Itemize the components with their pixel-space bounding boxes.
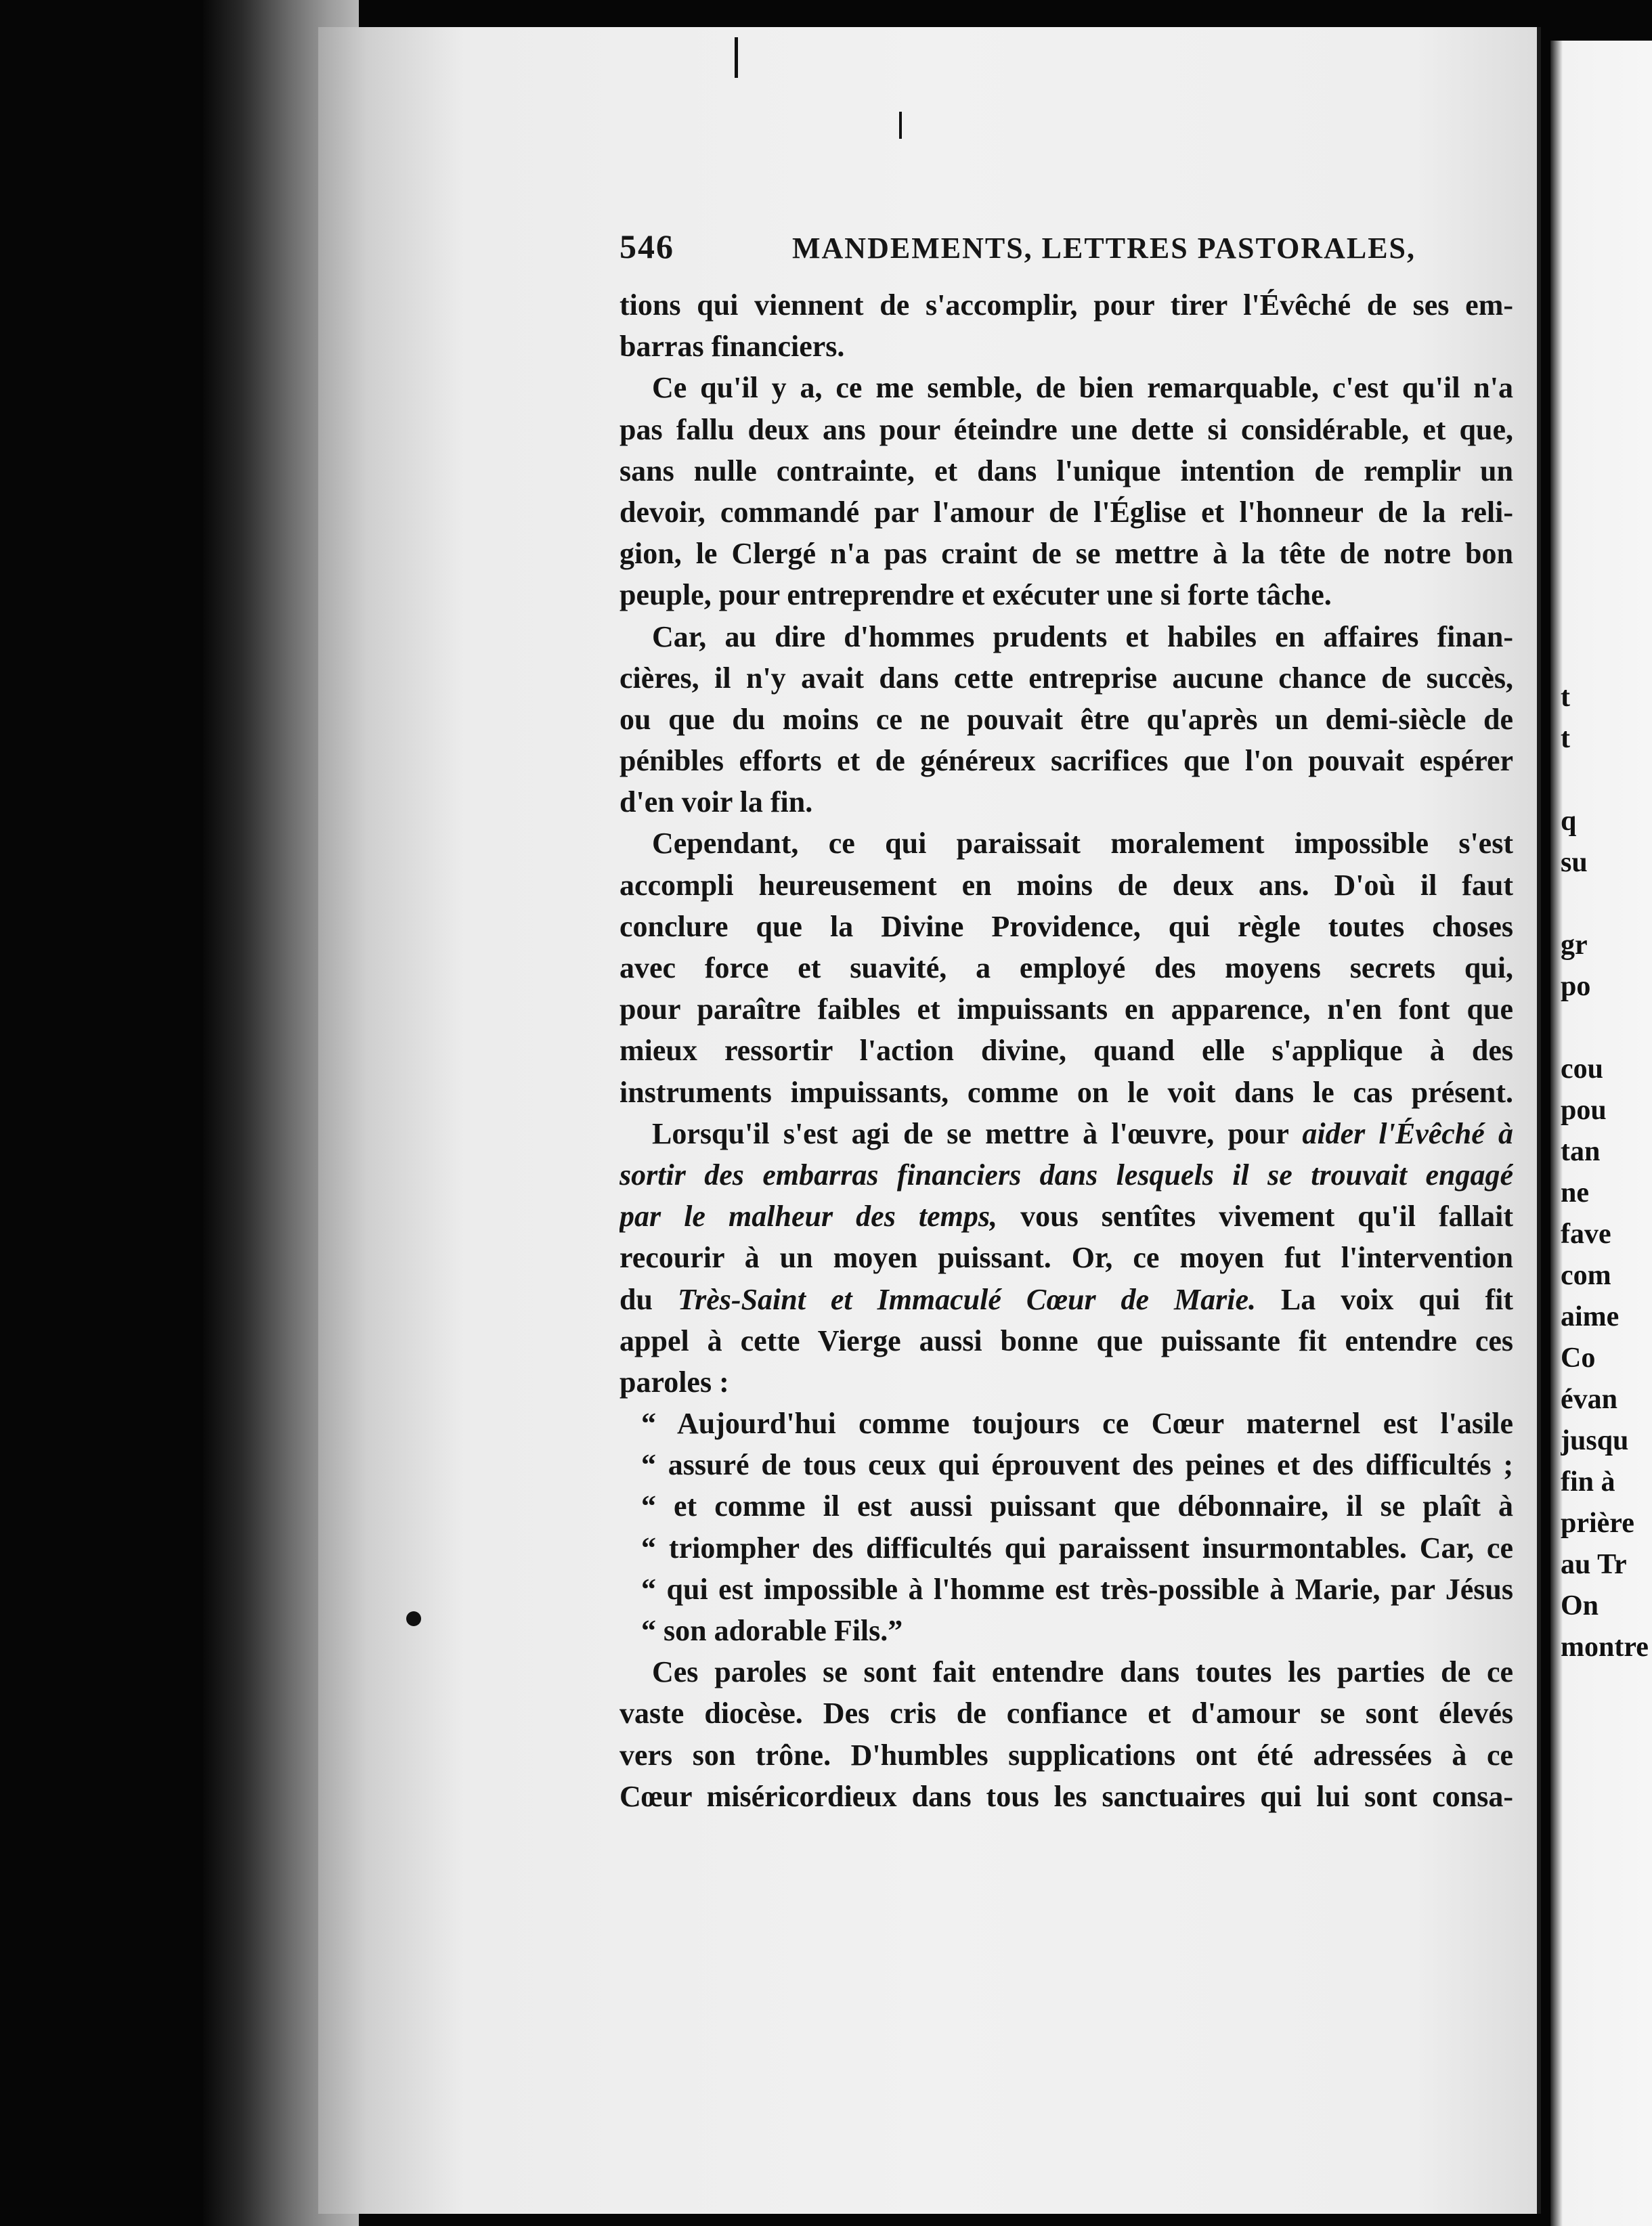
text-segment: du bbox=[620, 1282, 678, 1316]
text-line: instruments impuissants, comme on le voit dans le cas présent. bbox=[620, 1075, 1513, 1109]
margin-fragment: aime bbox=[1561, 1301, 1620, 1332]
quote-line: “ triompher des difficultés qui paraissent insurmontables. Car, ce bbox=[641, 1531, 1513, 1565]
margin-fragment: pou bbox=[1561, 1095, 1607, 1126]
margin-fragment: po bbox=[1561, 971, 1591, 1002]
text-line: Cœur miséricordieux dans tous les sanctuaires qui lui sont consa- bbox=[620, 1779, 1513, 1813]
adjacent-page-fragments bbox=[1561, 677, 1652, 1668]
margin-fragment: gr bbox=[1561, 930, 1588, 961]
quote-line: “ Aujourd'hui comme toujours ce Cœur maternel est l'asile bbox=[641, 1407, 1513, 1441]
margin-fragment: au Tr bbox=[1561, 1549, 1627, 1580]
paragraphs-opening bbox=[620, 284, 1513, 1113]
text-line: ou que du moins ce ne pouvait être qu'après un demi-siècle de bbox=[620, 702, 1513, 736]
quotation-block bbox=[620, 1403, 1513, 1651]
quote-line: “ assuré de tous ceux qui éprouvent des peines et des difficultés ; bbox=[641, 1448, 1513, 1482]
margin-fragment: fin à bbox=[1561, 1466, 1615, 1498]
quote-line: “ son adorable Fils.” bbox=[641, 1614, 903, 1647]
text-line: peuple, pour entreprendre et exécuter une si forte tâche. bbox=[620, 578, 1332, 612]
italic-segment: aider l'Évêché à bbox=[1302, 1116, 1513, 1150]
text-line: avec force et suavité, a employé des moyens secrets qui, bbox=[620, 951, 1513, 984]
text-segment: Lorsqu'il s'est agi de se mettre à l'œuvre, pour bbox=[652, 1116, 1303, 1150]
text-line: appel à cette Vierge aussi bonne que puissante fit entendre ces bbox=[620, 1324, 1513, 1357]
page-number: 546 bbox=[620, 227, 674, 265]
running-head bbox=[620, 227, 1513, 267]
text-line bbox=[620, 1154, 1513, 1196]
margin-fragment: prière bbox=[1561, 1508, 1634, 1539]
quote-line: “ qui est impossible à l'homme est très-possible à Marie, par Jésus bbox=[641, 1572, 1513, 1606]
margin-fragment bbox=[1561, 883, 1652, 925]
margin-fragment: Co bbox=[1561, 1343, 1596, 1374]
quote-line: “ et comme il est aussi puissant que débonnaire, il se plaît à bbox=[641, 1489, 1513, 1523]
text-segment: La voix qui fit bbox=[1255, 1282, 1513, 1316]
text-line: devoir, commandé par l'amour de l'Église et l'honneur de la reli- bbox=[620, 495, 1513, 529]
text-line: Ces paroles se sont fait entendre dans toutes les parties de ce bbox=[652, 1655, 1513, 1689]
text-line: accompli heureusement en moins de deux ans. D'où il faut bbox=[620, 868, 1513, 902]
text-line: recourir à un moyen puissant. Or, ce moyen fut l'intervention bbox=[620, 1241, 1513, 1275]
text-segment: vous sentîtes vivement qu'il fallait bbox=[997, 1200, 1513, 1234]
text-line: mieux ressortir l'action divine, quand elle s'applique à des bbox=[620, 1034, 1513, 1068]
text-line: vers son trône. D'humbles supplications ont été adressées à ce bbox=[620, 1738, 1513, 1772]
margin-fragment: fave bbox=[1561, 1219, 1611, 1250]
text-line: barras financiers. bbox=[620, 330, 845, 364]
text-line bbox=[620, 1196, 1513, 1237]
text-line: pénibles efforts et de généreux sacrifices que l'on pouvait espérer bbox=[620, 744, 1513, 778]
text-line: conclure que la Divine Providence, qui règle toutes choses bbox=[620, 909, 1513, 943]
text-line: paroles : bbox=[620, 1365, 729, 1399]
margin-fragment: montre bbox=[1561, 1632, 1649, 1663]
ink-spot bbox=[406, 1611, 421, 1626]
scan-mark bbox=[735, 37, 738, 78]
margin-fragment: On bbox=[1561, 1590, 1599, 1621]
italic-segment: par le malheur des temps, bbox=[620, 1200, 998, 1234]
margin-fragment: su bbox=[1561, 847, 1588, 878]
scan-mark bbox=[899, 112, 902, 139]
text-line: pas fallu deux ans pour éteindre une dette si considérable, et que, bbox=[620, 412, 1513, 446]
body-text bbox=[620, 284, 1513, 1817]
text-line bbox=[620, 1279, 1513, 1320]
margin-fragment: q bbox=[1561, 806, 1577, 837]
margin-fragment bbox=[1561, 1007, 1652, 1049]
margin-fragment: tan bbox=[1561, 1136, 1601, 1167]
italic-segment: Très-Saint et Immaculé Cœur de Marie. bbox=[677, 1282, 1256, 1316]
text-line: pour paraître faibles et impuissants en apparence, n'en font que bbox=[620, 992, 1513, 1026]
text-line bbox=[620, 1113, 1513, 1154]
running-head-title: MANDEMENTS, LETTRES PASTORALES, bbox=[792, 232, 1416, 265]
text-line: d'en voir la fin. bbox=[620, 785, 813, 819]
margin-fragment: ne bbox=[1561, 1177, 1589, 1208]
text-line: vaste diocèse. Des cris de confiance et d'amour se sont élevés bbox=[620, 1697, 1513, 1730]
margin-fragment: évan bbox=[1561, 1384, 1617, 1415]
margin-fragment bbox=[1561, 760, 1652, 801]
margin-fragment: t bbox=[1561, 682, 1570, 713]
margin-fragment: com bbox=[1561, 1260, 1611, 1291]
text-line: Cependant, ce qui paraissait moralement impossible s'est bbox=[652, 827, 1513, 860]
margin-fragment: jusqu bbox=[1561, 1425, 1629, 1456]
text-line: gion, le Clergé n'a pas craint de se mettre à la tête de notre bon bbox=[620, 537, 1513, 571]
text-line: cières, il n'y avait dans cette entreprise aucune chance de succès, bbox=[620, 661, 1513, 695]
margin-fragment: cou bbox=[1561, 1053, 1603, 1085]
text-line: tions qui viennent de s'accomplir, pour tirer l'Évêché de ses em- bbox=[620, 288, 1513, 322]
paragraph-closing bbox=[620, 1651, 1513, 1817]
text-line: sans nulle contrainte, et dans l'unique intention de remplir un bbox=[620, 454, 1513, 487]
italic-segment: sortir des embarras financiers dans lesquels il se trouvait engagé bbox=[620, 1158, 1513, 1192]
text-line: Car, au dire d'hommes prudents et habiles en affaires finan- bbox=[652, 619, 1513, 653]
margin-fragment: t bbox=[1561, 723, 1570, 754]
text-line: Ce qu'il y a, ce me semble, de bien remarquable, c'est qu'il n'a bbox=[652, 371, 1513, 405]
